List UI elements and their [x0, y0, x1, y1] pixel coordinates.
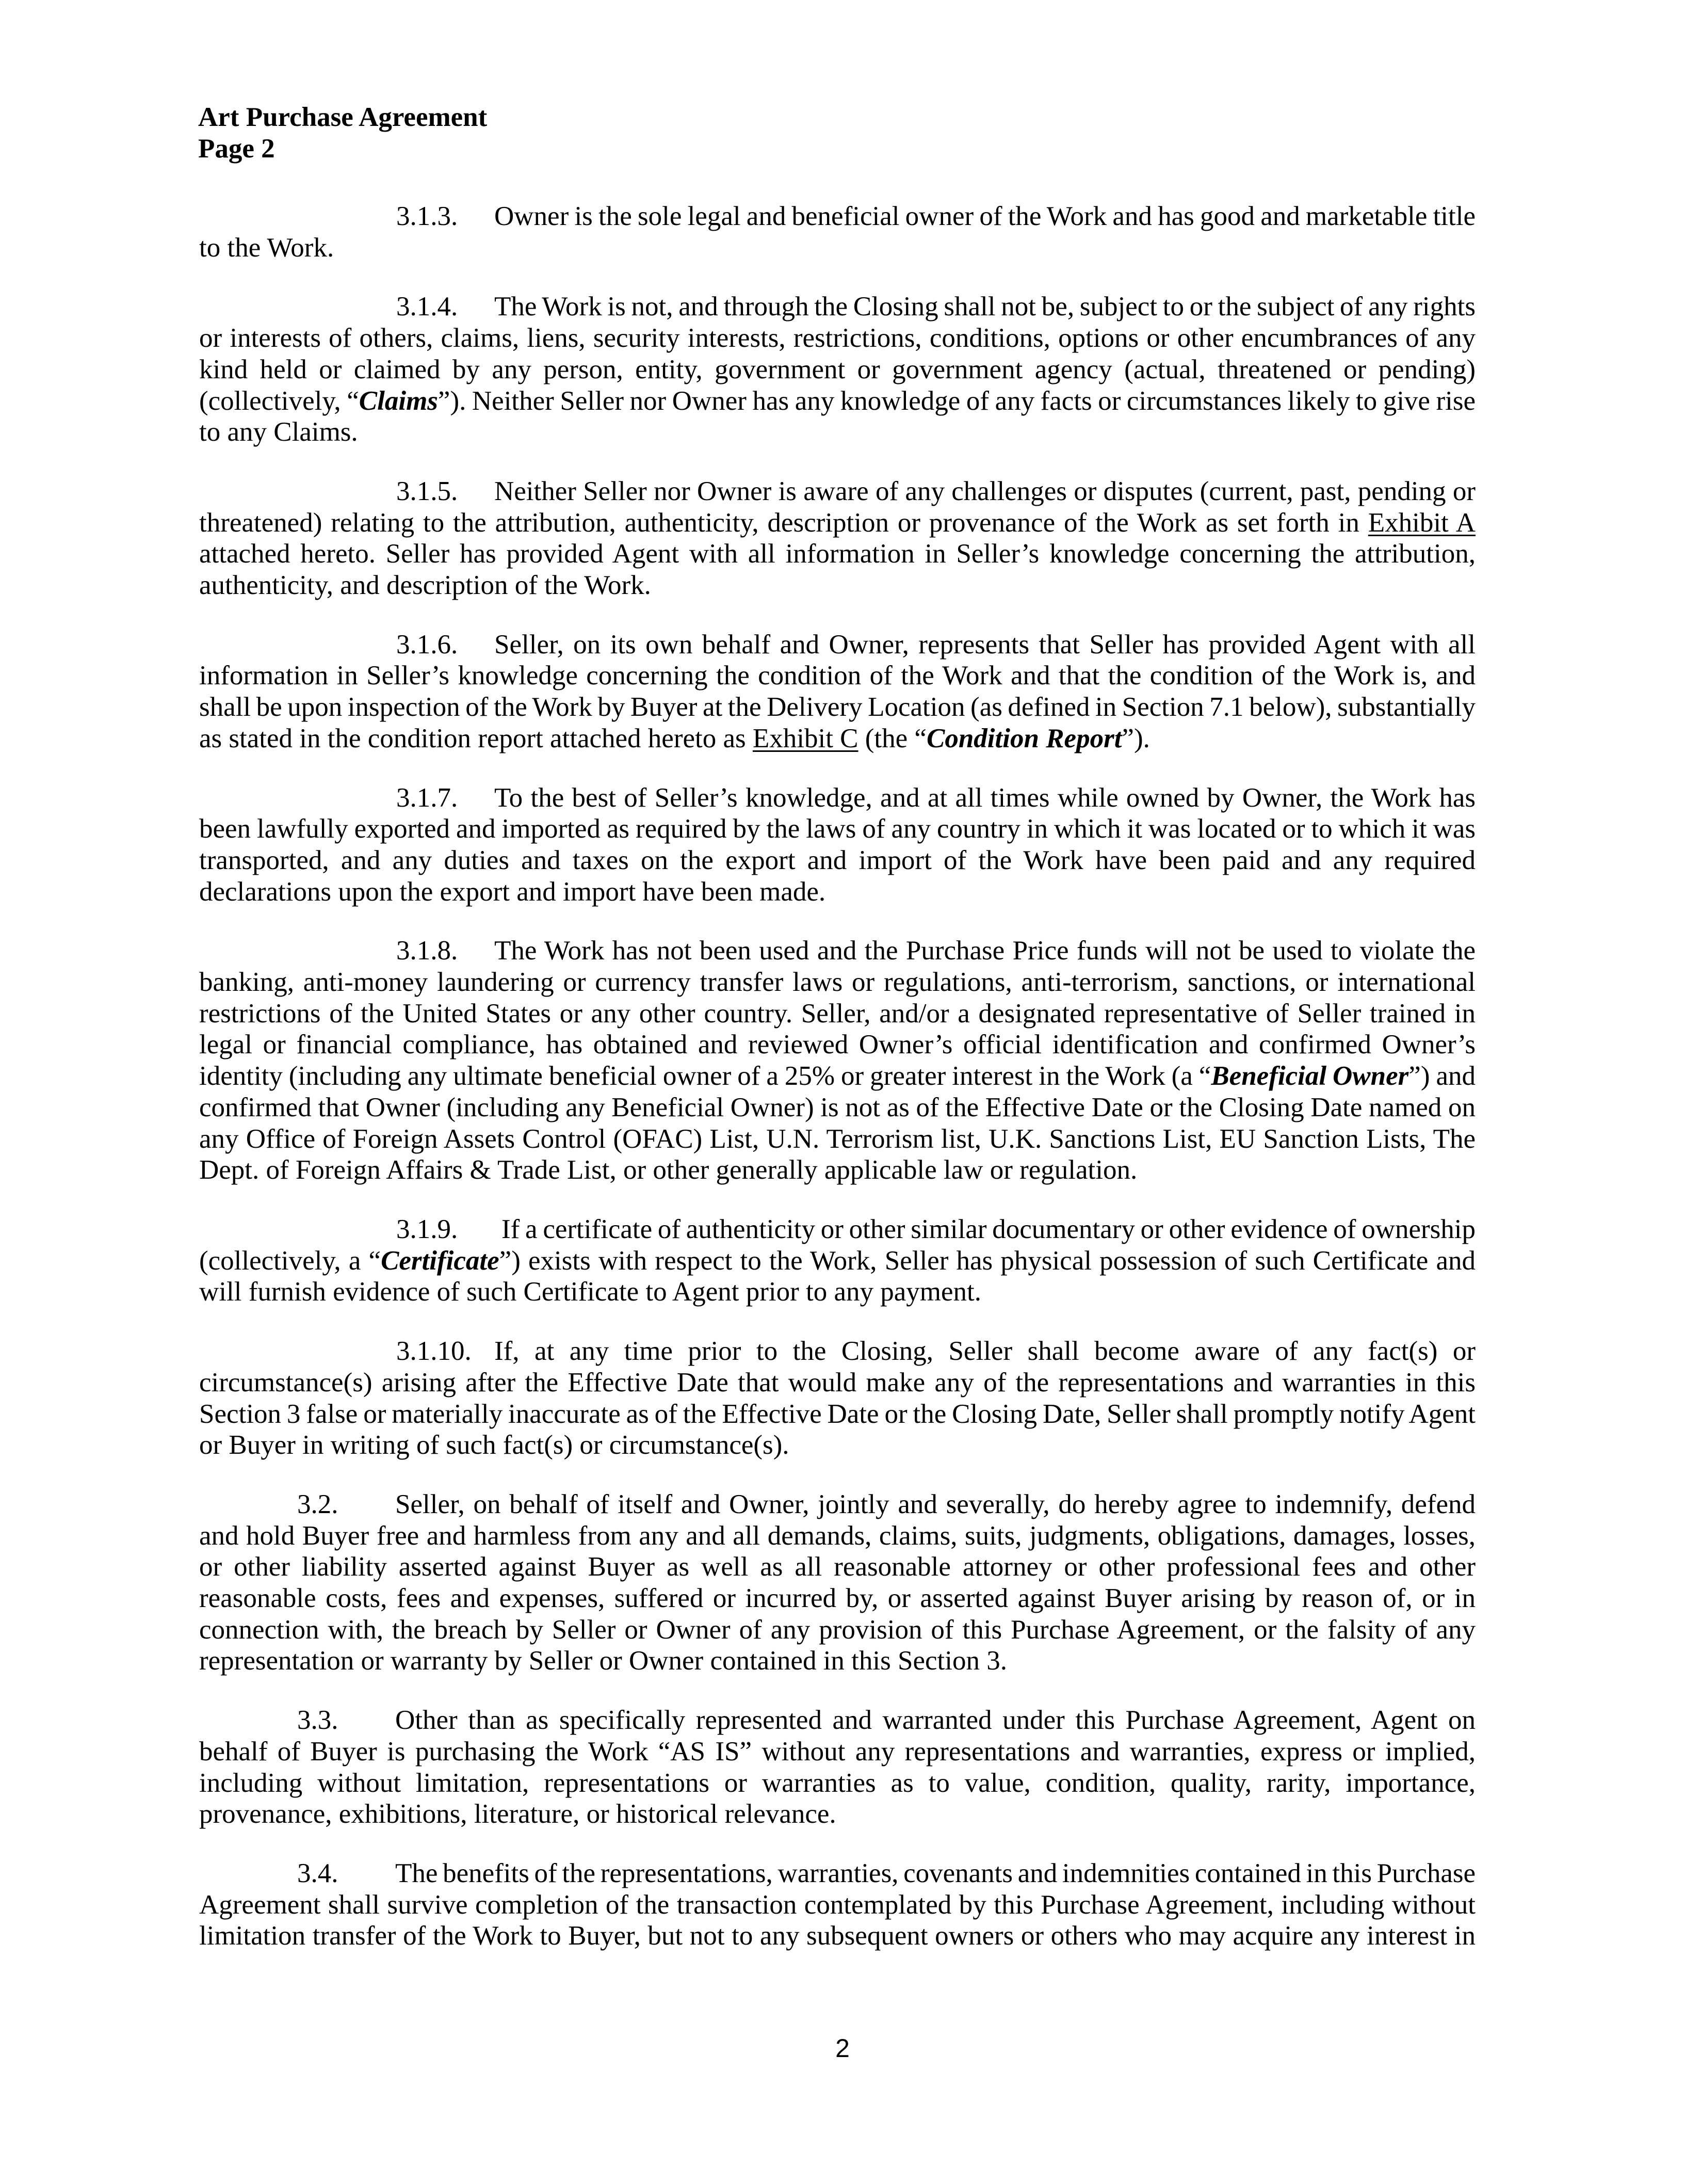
defined-term: Certificate [381, 1245, 499, 1276]
line-content [199, 845, 1476, 876]
section-3-2 [199, 1489, 1476, 1677]
line-content [199, 1123, 1476, 1155]
text-run: declarations upon the export and import have been made. [199, 876, 826, 907]
text-line [199, 1645, 1476, 1677]
section-3-1-4 [199, 291, 1476, 448]
text-run: Other than as specifically represented and warranted under this Purchase Agreement, Agent on [395, 1705, 1476, 1736]
line-content [199, 1551, 1476, 1583]
text-run: The Work is not, and through the Closing shall not be, subject to or the subject of any rights [494, 292, 1476, 322]
text-line [199, 629, 1476, 661]
section-number: 3.1.8. [396, 936, 458, 966]
line-content [199, 416, 358, 448]
text-line [199, 782, 1476, 814]
text-run: or other liability asserted against Buyer as well as all reasonable attorney or other professional fees and other [199, 1552, 1476, 1582]
text-run: as stated in the condition report attached hereto as [199, 723, 753, 753]
section-number: 3.1.4. [396, 292, 458, 322]
line-content [494, 629, 1476, 661]
defined-term: Condition Report [926, 723, 1122, 753]
section-3-4 [199, 1858, 1476, 1952]
text-run: shall be upon inspection of the Work by Buyer at the Delivery Location (as defined in Section 7.1 below), substantially [199, 692, 1476, 722]
text-line [199, 1336, 1476, 1367]
line-content [199, 876, 825, 908]
line-content [199, 1736, 1476, 1768]
section-3-3 [199, 1705, 1476, 1830]
text-line [199, 1367, 1476, 1399]
text-line [199, 416, 1476, 448]
text-line [199, 935, 1476, 967]
line-content [501, 1214, 1476, 1245]
section-number: 3.4. [297, 1858, 338, 1888]
section-3-1-8 [199, 935, 1476, 1186]
text-line [199, 1154, 1476, 1186]
line-content [199, 386, 1476, 417]
text-run: limitation transfer of the Work to Buyer, but not to any subsequent owners or others who may acquire any interest in [199, 1921, 1476, 1951]
text-line [199, 1276, 1476, 1308]
text-run: or interests of others, claims, liens, security interests, restrictions, conditions, options or other encumbrances of any [199, 323, 1476, 354]
text-run: ”) exists with respect to the Work, Seller has physical possession of such Certificate and [499, 1245, 1476, 1276]
line-content [199, 507, 1476, 539]
text-run: banking, anti-money laundering or currency transfer laws or regulations, anti-terrorism, sanctions, or international [199, 967, 1476, 998]
section-3-1-3 [199, 201, 1476, 263]
line-content [199, 1798, 836, 1830]
line-content [199, 232, 334, 264]
line-content [494, 1336, 1476, 1367]
section-number: 3.1.9. [396, 1214, 458, 1244]
defined-term: Beneficial Owner [1211, 1061, 1409, 1091]
text-line [199, 507, 1476, 539]
text-run: threatened) relating to the attribution, authenticity, description or provenance of the Work as set forth in [199, 507, 1368, 538]
text-run: connection with, the breach by Seller or Owner of any provision of this Purchase Agreement, or the falsity of any [199, 1614, 1476, 1645]
text-run: restrictions of the United States or any other country. Seller, and/or a designated representative of Seller trained in [199, 998, 1476, 1029]
text-line [199, 386, 1476, 417]
line-content [494, 201, 1476, 232]
text-run: including without limitation, representations or warranties as to value, condition, quality, rarity, importance, [199, 1768, 1476, 1798]
line-content [199, 570, 651, 601]
text-line [199, 1520, 1476, 1552]
line-content [199, 323, 1476, 354]
line-content [199, 354, 1476, 386]
text-line [199, 291, 1476, 323]
line-content [199, 1029, 1476, 1061]
text-run: ”) and [1408, 1061, 1476, 1091]
document-title: Art Purchase Agreement [198, 102, 488, 132]
section-number: 3.2. [297, 1489, 338, 1519]
line-content [199, 1245, 1476, 1277]
text-run: confirmed that Owner (including any Beneficial Owner) is not as of the Effective Date or the Closing Date named on [199, 1092, 1476, 1122]
section-3-1-7 [199, 782, 1476, 908]
text-run: Seller, on behalf of itself and Owner, jointly and severally, do hereby agree to indemnify, defend [395, 1489, 1476, 1519]
line-content [199, 1520, 1476, 1552]
text-run: or Buyer in writing of such fact(s) or circumstance(s). [199, 1430, 789, 1460]
text-run: behalf of Buyer is purchasing the Work “AS IS” without any representations and warranties, express or implied, [199, 1736, 1476, 1767]
text-run: (collectively, “ [199, 386, 359, 416]
text-line [199, 476, 1476, 507]
text-line [199, 1489, 1476, 1520]
line-content [494, 935, 1476, 967]
text-line [199, 1889, 1476, 1921]
text-line [199, 201, 1476, 232]
text-line [199, 323, 1476, 354]
text-run: reasonable costs, fees and expenses, suffered or incurred by, or asserted against Buyer arising by reason of, or in [199, 1583, 1476, 1614]
text-line [199, 1029, 1476, 1061]
text-run: representation or warranty by Seller or Owner contained in this Section 3. [199, 1646, 1007, 1676]
text-run: The Work has not been used and the Purchase Price funds will not be used to violate the [494, 936, 1476, 966]
text-run: will furnish evidence of such Certificate to Agent prior to any payment. [199, 1277, 981, 1307]
text-run: (the “ [858, 723, 927, 753]
section-number: 3.1.3. [396, 201, 458, 231]
line-content [199, 692, 1476, 723]
document-body [199, 201, 1476, 1980]
section-number: 3.1.5. [396, 476, 458, 506]
line-content [199, 538, 1476, 570]
text-run: Seller, on its own behalf and Owner, represents that Seller has provided Agent with all [494, 629, 1476, 660]
text-run: information in Seller’s knowledge concerning the condition of the Work and that the condition of the Work is, and [199, 661, 1476, 691]
text-run: Section 3 false or materially inaccurate as of the Effective Date or the Closing Date, Seller shall promptly notify Agent [199, 1399, 1476, 1429]
text-run: been lawfully exported and imported as required by the laws of any country in which it was located or to which it was [199, 814, 1476, 844]
text-run: provenance, exhibitions, literature, or historical relevance. [199, 1799, 836, 1829]
line-content [494, 291, 1476, 323]
page-label: Page 2 [198, 134, 275, 164]
text-run: to the Work. [199, 232, 334, 263]
section-number: 3.1.6. [396, 629, 458, 660]
line-content [494, 782, 1476, 814]
exhibit-reference[interactable]: Exhibit C [752, 723, 858, 753]
text-line [199, 1214, 1476, 1245]
text-run: identity (including any ultimate beneficial owner of a 25% or greater interest in the Work (a “ [199, 1061, 1211, 1091]
text-run: legal or financial compliance, has obtained and reviewed Owner’s official identification and confirmed Owner’s [199, 1030, 1476, 1060]
text-line [199, 1705, 1476, 1736]
line-content [199, 1367, 1476, 1399]
line-content [199, 967, 1476, 998]
text-line [199, 967, 1476, 998]
text-line [199, 876, 1476, 908]
section-3-1-9 [199, 1214, 1476, 1308]
text-line [199, 570, 1476, 601]
line-content [395, 1705, 1476, 1736]
line-content [199, 1399, 1476, 1430]
text-line [199, 1245, 1476, 1277]
line-content [199, 1889, 1476, 1921]
line-content [199, 1430, 789, 1461]
exhibit-reference[interactable]: Exhibit A [1368, 507, 1476, 538]
text-run: ”). [1122, 723, 1150, 753]
text-line [199, 232, 1476, 264]
line-content [199, 1768, 1476, 1799]
text-run: authenticity, and description of the Work. [199, 570, 651, 601]
line-content [395, 1858, 1476, 1889]
section-3-1-6 [199, 629, 1476, 754]
section-number: 3.1.10. [396, 1336, 472, 1367]
line-content [494, 476, 1476, 507]
line-content [199, 1920, 1476, 1952]
text-line [199, 998, 1476, 1030]
text-run: If a certificate of authenticity or other similar documentary or other evidence of ownership [501, 1214, 1476, 1244]
line-content [199, 1645, 1007, 1677]
text-run: any Office of Foreign Assets Control (OFAC) List, U.N. Terrorism list, U.K. Sanctions List, EU Sanction Lists, The [199, 1123, 1476, 1154]
page-number: 2 [835, 2034, 850, 2063]
text-line [199, 813, 1476, 845]
text-line [199, 1092, 1476, 1123]
text-line [199, 660, 1476, 692]
line-content [199, 660, 1476, 692]
text-line [199, 1614, 1476, 1646]
section-3-1-5 [199, 476, 1476, 601]
line-content [199, 1614, 1476, 1646]
line-content [199, 1092, 1476, 1123]
section-number: 3.3. [297, 1705, 338, 1736]
line-content [199, 1583, 1476, 1614]
text-line [199, 723, 1476, 754]
section-number: 3.1.7. [396, 782, 458, 813]
text-line [199, 1736, 1476, 1768]
document-header [198, 102, 487, 165]
line-content [199, 1276, 981, 1308]
text-line [199, 1551, 1476, 1583]
text-line [199, 1768, 1476, 1799]
text-line [199, 1920, 1476, 1952]
text-line [199, 1798, 1476, 1830]
section-3-1-10 [199, 1336, 1476, 1461]
text-run: Neither Seller nor Owner is aware of any challenges or disputes (current, past, pending or [494, 476, 1476, 506]
text-run: and hold Buyer free and harmless from any and all demands, claims, suits, judgments, obligations, damages, losses, [199, 1520, 1476, 1551]
text-line [199, 1430, 1476, 1461]
text-run: The benefits of the representations, warranties, covenants and indemnities contained in this Purchase [395, 1858, 1476, 1888]
line-content [199, 723, 1150, 754]
text-run: (collectively, a “ [199, 1245, 381, 1276]
text-run: transported, and any duties and taxes on the export and import of the Work have been paid and any required [199, 845, 1476, 875]
line-content [199, 813, 1476, 845]
text-line [199, 1858, 1476, 1889]
line-content [395, 1489, 1476, 1520]
text-line [199, 538, 1476, 570]
text-line [199, 692, 1476, 723]
text-line [199, 1123, 1476, 1155]
text-run: to any Claims. [199, 417, 358, 447]
line-content [199, 1154, 1137, 1186]
text-line [199, 845, 1476, 876]
text-line [199, 1061, 1476, 1092]
text-line [199, 1399, 1476, 1430]
text-run: Owner is the sole legal and beneficial owner of the Work and has good and marketable title [494, 201, 1476, 231]
text-line [199, 1583, 1476, 1614]
text-run: kind held or claimed by any person, entity, government or government agency (actual, threatened or pending) [199, 354, 1476, 384]
text-run: attached hereto. Seller has provided Agent with all information in Seller’s knowledge concerning the attribution, [199, 539, 1476, 569]
line-content [199, 998, 1476, 1030]
text-run: ”). Neither Seller nor Owner has any knowledge of any facts or circumstances likely to give rise [438, 386, 1476, 416]
defined-term: Claims [359, 386, 438, 416]
line-content [199, 1061, 1476, 1092]
text-run: Agreement shall survive completion of the transaction contemplated by this Purchase Agreement, including without [199, 1889, 1476, 1920]
text-run: If, at any time prior to the Closing, Seller shall become aware of any fact(s) or [494, 1336, 1476, 1367]
text-run: Dept. of Foreign Affairs & Trade List, or other generally applicable law or regulation. [199, 1155, 1138, 1185]
text-run: To the best of Seller’s knowledge, and at all times while owned by Owner, the Work has [494, 782, 1476, 813]
text-run: circumstance(s) arising after the Effective Date that would make any of the representations and warranties in this [199, 1367, 1476, 1398]
text-line [199, 354, 1476, 386]
